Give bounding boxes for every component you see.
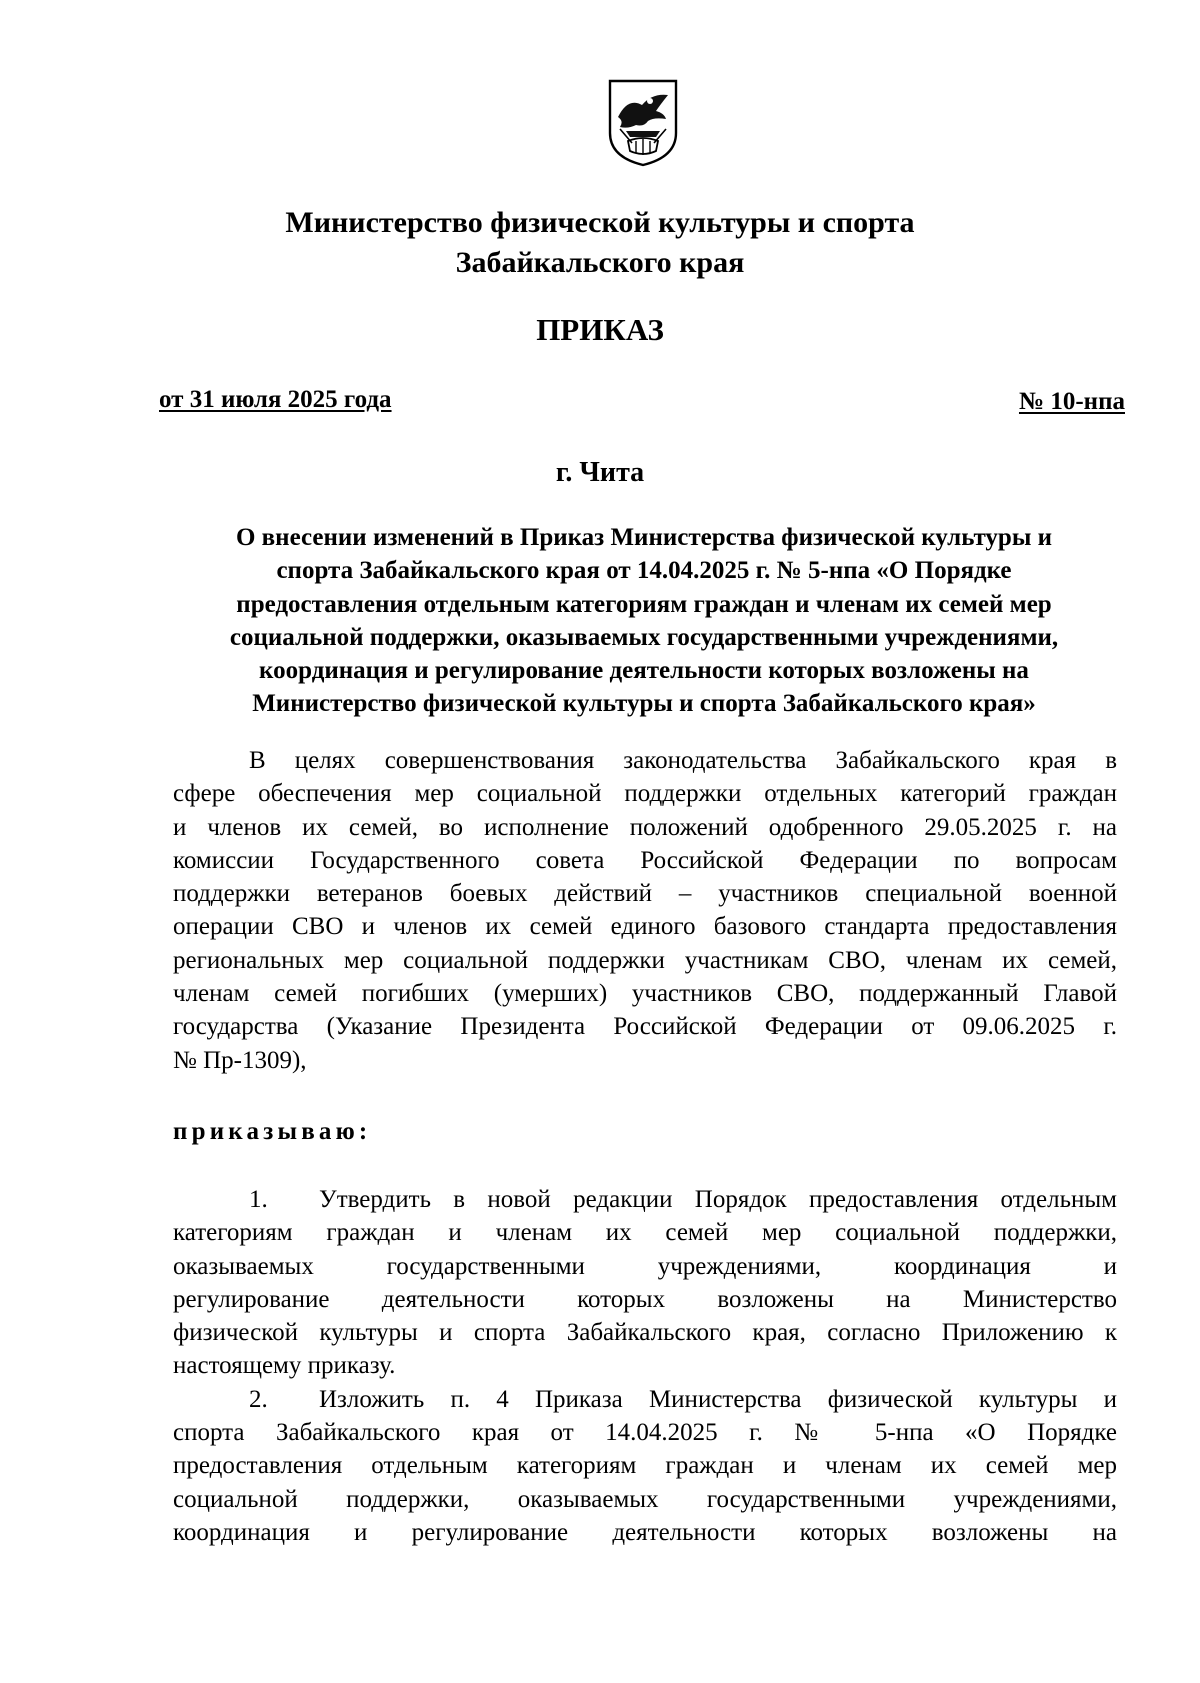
item-1-line: физической культуры и спорта Забайкальского края, согласно Приложению к xyxy=(173,1319,1117,1347)
document-date: от 31 июля 2025 года xyxy=(159,386,392,413)
title-line: социальной поддержки, оказываемых государственными учреждениями, xyxy=(229,623,1059,651)
preamble-line: В целях совершенствования законодательства Забайкальского края в xyxy=(249,747,1117,774)
preamble-line: комиссии Государственного совета Российской Федерации по вопросам xyxy=(173,846,1117,874)
item-1-line: настоящему приказу. xyxy=(173,1352,396,1380)
coat-of-arms-icon xyxy=(606,77,680,167)
item-2-line xyxy=(173,1383,1117,1416)
order-items xyxy=(173,1183,1117,1549)
item-number: 1. xyxy=(249,1186,268,1213)
organization-name xyxy=(0,203,1200,283)
preamble-line: поддержки ветеранов боевых действий – участников специальной военной xyxy=(173,880,1117,908)
document-title xyxy=(176,521,1112,721)
decree-word: приказываю: xyxy=(173,1118,372,1145)
item-2-line: координация и регулирование деятельности которых возложены на xyxy=(173,1518,1117,1546)
item-text: Утвердить в новой редакции Порядок предоставления отдельным xyxy=(319,1186,1117,1213)
preamble-line: сфере обеспечения мер социальной поддержки отдельных категорий граждан xyxy=(173,780,1117,808)
organization-line: Забайкальского края xyxy=(455,246,745,279)
item-1-line: категориям граждан и членам их семей мер социальной поддержки, xyxy=(173,1219,1117,1247)
preamble-line: операции СВО и членов их семей единого базового стандарта предоставления xyxy=(173,913,1117,941)
preamble-line: № Пр-1309), xyxy=(173,1046,307,1074)
item-1-line: регулирование деятельности которых возложены на Министерство xyxy=(173,1285,1117,1313)
title-line: координация и регулирование деятельности которых возложены на xyxy=(259,657,1029,685)
document-city: г. Чита xyxy=(555,457,645,488)
title-line: Министерство физической культуры и спорта Забайкальского края» xyxy=(252,690,1036,718)
title-line: предоставления отдельным категориям граждан и членам их семей мер xyxy=(236,590,1052,618)
preamble-line: региональных мер социальной поддержки участникам СВО, членам их семей, xyxy=(173,946,1117,974)
item-2-line: спорта Забайкальского края от 14.04.2025 г. № 5-нпа «О Порядке xyxy=(173,1419,1117,1447)
item-2-line: предоставления отдельным категориям граждан и членам их семей мер xyxy=(173,1452,1117,1480)
document-number: № 10-нпа xyxy=(1018,388,1125,415)
item-text: Изложить п. 4 Приказа Министерства физической культуры и xyxy=(319,1385,1117,1413)
document-type: ПРИКАЗ xyxy=(536,312,664,347)
title-line: О внесении изменений в Приказ Министерства физической культуры и xyxy=(235,524,1052,551)
preamble-line: государства (Указание Президента Российской Федерации от 09.06.2025 г. xyxy=(173,1013,1117,1041)
organization-line: Министерство физической культуры и спорта xyxy=(285,206,915,239)
preamble-line: членам семей погибших (умерших) участников СВО, поддержанный Главой xyxy=(173,980,1117,1008)
item-1-line: оказываемых государственными учреждениями, координация и xyxy=(173,1252,1117,1280)
item-2-line: социальной поддержки, оказываемых государственными учреждениями, xyxy=(173,1485,1117,1513)
title-line: спорта Забайкальского края от 14.04.2025 г. № 5-нпа «О Порядке xyxy=(276,557,1012,585)
preamble-paragraph xyxy=(173,744,1117,1077)
item-1-line xyxy=(173,1183,1117,1216)
preamble-line: и членов их семей, во исполнение положений одобренного 29.05.2025 г. на xyxy=(173,813,1117,841)
item-number: 2. xyxy=(249,1385,268,1413)
